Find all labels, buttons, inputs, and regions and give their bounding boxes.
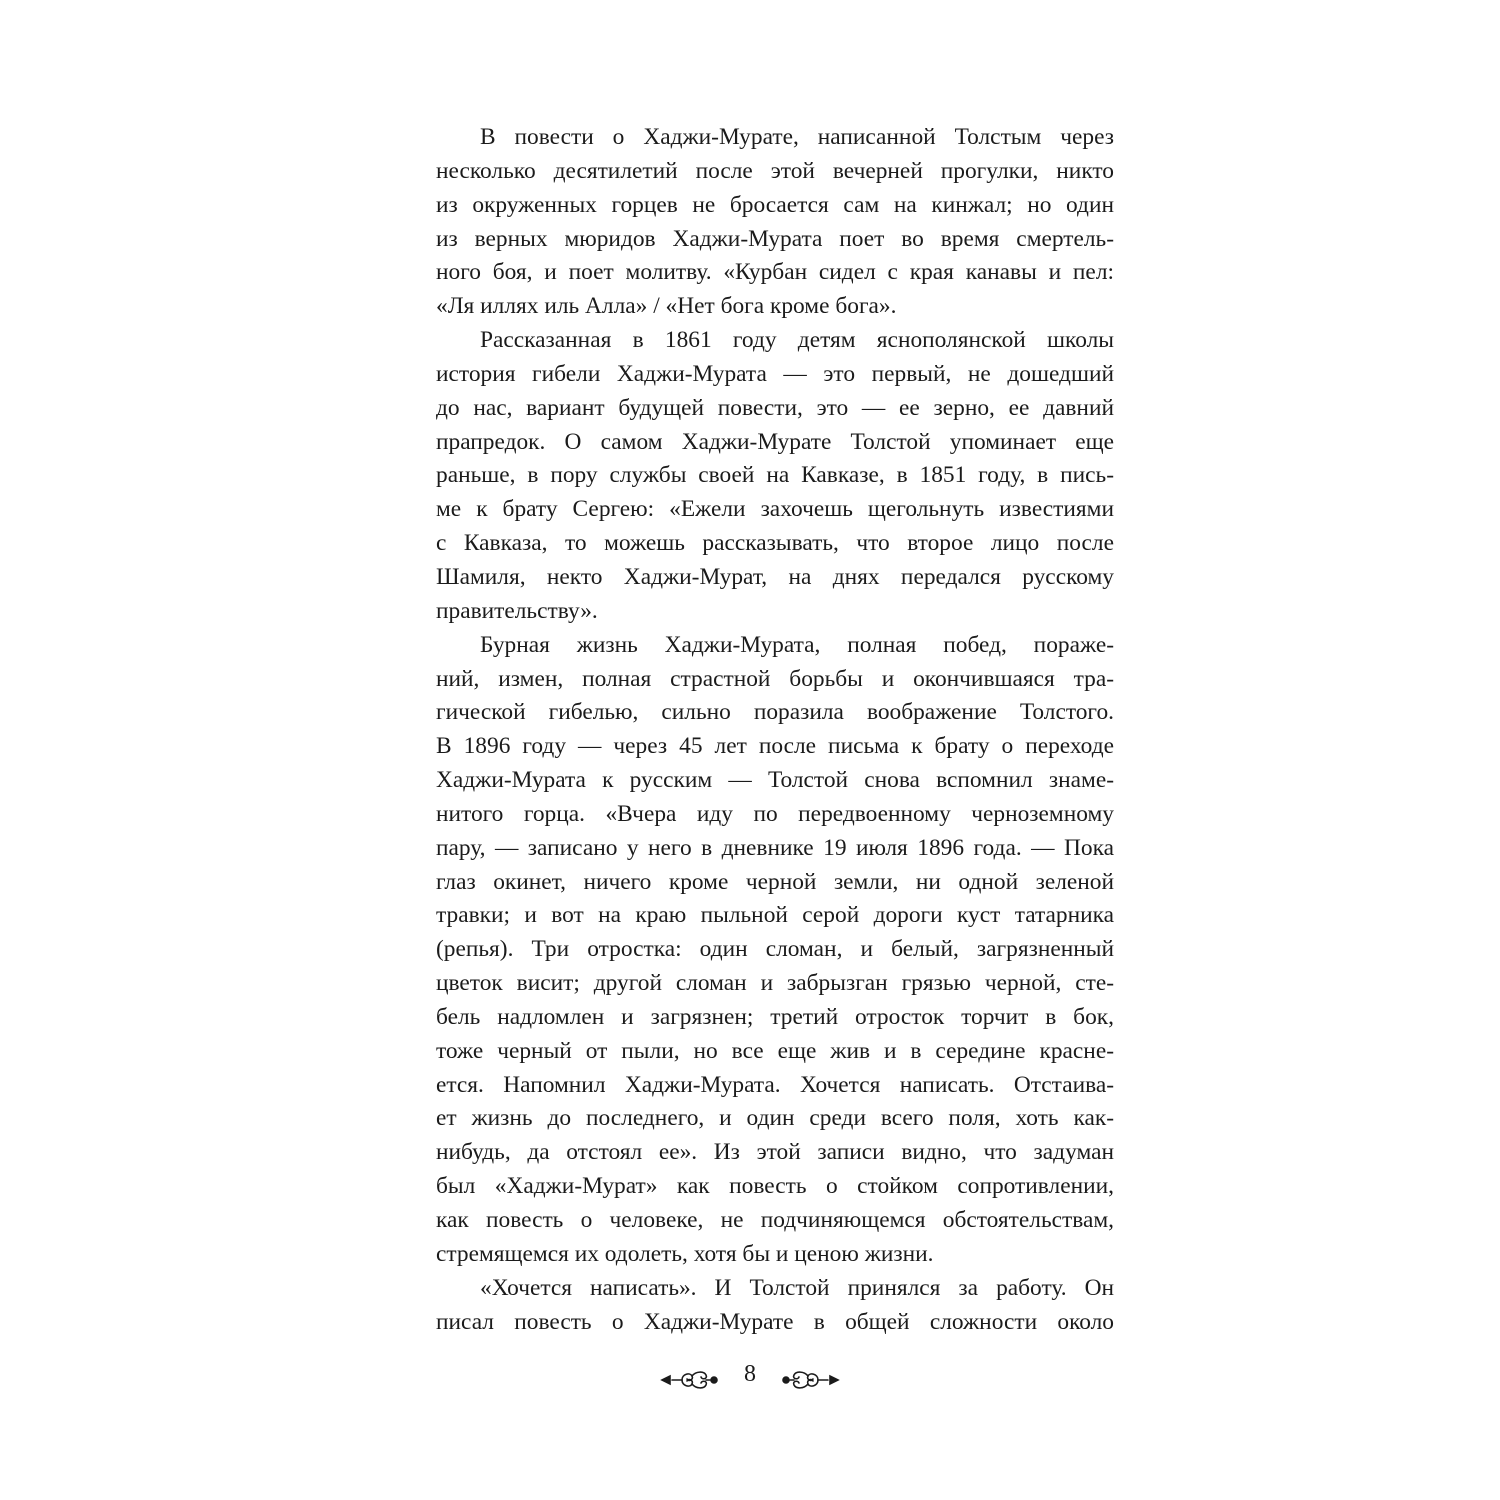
paragraph-3-line-19: стремящемся их одолеть, хотя бы и ценою жизни.	[436, 1240, 934, 1267]
paragraph-2-line-7: с Кавказа, то можешь рассказывать, что второе лицо после	[436, 530, 1114, 557]
paragraph-2-line-2: история гибели Хаджи-Мурата — это первый, не дошедший	[436, 360, 1114, 387]
paragraph-3-line-5: Хаджи-Мурата к русским — Толстой снова вспомнил знаме-	[436, 767, 1114, 794]
paragraph-2-line-5: раньше, в пору службы своей на Кавказе, в 1851 году, в пись-	[436, 462, 1114, 489]
left-flourish-ornament-icon	[660, 1368, 724, 1392]
paragraph-4-line-2: писал повесть о Хаджи-Мурате в общей сложности около	[436, 1308, 1114, 1335]
paragraph-1-line-6: «Ля иллях иль Алла» / «Нет бога кроме бога».	[436, 293, 897, 320]
paragraph-2-line-9: правительству».	[436, 597, 598, 624]
paragraph-1-line-5: ного боя, и поет молитву. «Курбан сидел с края канавы и пел:	[436, 259, 1114, 286]
paragraph-3-line-12: бель надломлен и загрязнен; третий отросток торчит в бок,	[436, 1003, 1114, 1030]
paragraph-3-line-17: был «Хаджи-Мурат» как повесть о стойком сопротивлении,	[436, 1173, 1114, 1200]
page-footer	[0, 1360, 1500, 1400]
paragraph-2-line-4: прапредок. О самом Хаджи-Мурате Толстой упоминает еще	[436, 428, 1114, 455]
paragraph-2-line-6: ме к брату Сергею: «Ежели захочешь щегольнуть известиями	[436, 496, 1114, 523]
paragraph-3-line-15: ет жизнь до последнего, и один среди всего поля, хоть как-	[436, 1105, 1114, 1132]
paragraph-3-line-14: ется. Напомнил Хаджи-Мурата. Хочется написать. Отстаива-	[436, 1071, 1114, 1098]
paragraph-1-line-2: несколько десятилетий после этой вечерней прогулки, никто	[436, 157, 1114, 184]
paragraph-3-line-9: травки; и вот на краю пыльной серой дороги куст татарника	[436, 902, 1114, 929]
paragraph-3-line-2: ний, измен, полная страстной борьбы и окончившаяся тра-	[436, 665, 1114, 692]
paragraph-3-line-1: Бурная жизнь Хаджи-Мурата, полная побед, пораже-	[480, 631, 1114, 658]
paragraph-3-line-3: гической гибелью, сильно поразила воображение Толстого.	[436, 699, 1114, 726]
paragraph-3-line-4: В 1896 году — через 45 лет после письма к брату о переходе	[436, 733, 1114, 760]
paragraph-3-line-18: как повесть о человеке, не подчиняющемся обстоятельствам,	[436, 1207, 1114, 1233]
paragraph-2-line-8: Шамиля, некто Хаджи-Мурат, на днях передался русскому	[436, 563, 1114, 590]
paragraph-3-line-11: цветок висит; другой сломан и забрызган грязью черной, сте-	[436, 970, 1114, 997]
paragraph-3-line-7: пару, — записано у него в дневнике 19 июля 1896 года. — Пока	[436, 834, 1114, 861]
paragraph-2-line-1: Рассказанная в 1861 году детям яснополянской школы	[480, 327, 1114, 354]
paragraph-1-line-1: В повести о Хаджи-Мурате, написанной Толстым через	[480, 124, 1114, 150]
paragraph-3-line-13: тоже черный от пыли, но все еще жив и в середине красне-	[436, 1037, 1114, 1064]
paragraph-3-line-6: нитого горца. «Вчера иду по передвоенному черноземному	[436, 800, 1114, 827]
page-number: 8	[744, 1361, 756, 1387]
paragraph-3-line-8: глаз окинет, ничего кроме черной земли, ни одной зеленой	[436, 868, 1114, 895]
body-text	[436, 121, 1114, 1339]
paragraph-3-line-16: нибудь, да отстоял ее». Из этой записи видно, что задуман	[436, 1139, 1114, 1166]
paragraph-4-line-1: «Хочется написать». И Толстой принялся за работу. Он	[480, 1274, 1114, 1301]
right-flourish-ornament-icon	[776, 1368, 840, 1392]
paragraph-3-line-10: (репья). Три отростка: один сломан, и белый, загрязненный	[436, 936, 1114, 963]
paragraph-1-line-4: из верных мюридов Хаджи-Мурата поет во время смертель-	[436, 225, 1114, 252]
paragraph-1-line-3: из окруженных горцев не бросается сам на кинжал; но один	[436, 191, 1114, 218]
paragraph-2-line-3: до нас, вариант будущей повести, это — ее зерно, ее давний	[436, 394, 1114, 421]
